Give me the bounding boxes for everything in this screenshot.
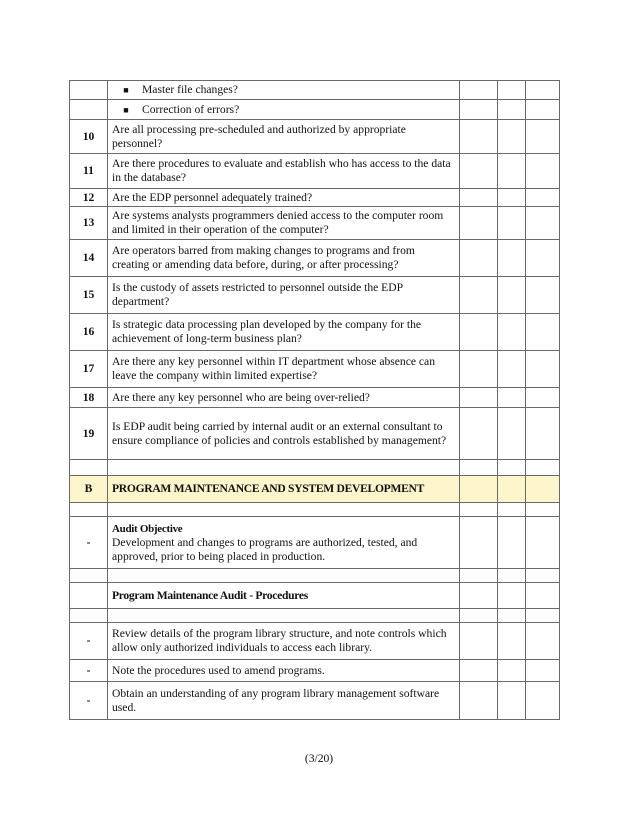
question-text: Master file changes? [142,83,238,96]
table-row [70,100,560,120]
page-number: (3/20) [304,752,334,765]
row-number: 12 [70,189,108,207]
check-cell [526,81,560,100]
table-row [70,314,560,351]
check-cell [526,154,560,189]
question-text: Are there procedures to evaluate and establish who has access to the data in the database? [108,154,460,189]
check-cell [460,81,498,100]
table-row [70,240,560,277]
check-cell [460,277,498,314]
check-cell [460,100,498,120]
check-cell [460,351,498,388]
table-row [70,408,560,460]
row-number: 16 [70,314,108,351]
check-cell [526,207,560,240]
table-row [70,154,560,189]
table-row [70,351,560,388]
table-row [70,189,560,207]
row-dash: - [70,682,108,720]
table-row [70,120,560,154]
check-cell [498,120,526,154]
spacer-row [70,460,560,476]
row-dash: - [70,623,108,660]
check-cell [460,314,498,351]
procedure-row [70,660,560,682]
question-text: Correction of errors? [142,102,240,116]
check-cell [498,189,526,207]
check-cell [498,100,526,120]
check-cell [498,207,526,240]
table-row [70,81,560,100]
bullet-icon: ■ [123,104,129,115]
check-cell [526,351,560,388]
procedures-heading: Program Maintenance Audit - Procedures [108,583,460,609]
section-number: B [70,476,108,503]
procedures-heading-row [70,583,560,609]
row-number [70,81,108,100]
spacer-row [70,609,560,623]
check-cell [498,240,526,277]
question-text: Are systems analysts programmers denied access to the computer room and limited in their operation of the computer? [108,207,460,240]
question-text: Are operators barred from making changes to programs and from creating or amending data before, during, or after processing? [108,240,460,277]
check-cell [498,351,526,388]
check-cell [526,408,560,460]
row-number: 15 [70,277,108,314]
question-cell [108,100,460,120]
row-number: 10 [70,120,108,154]
row-number: 11 [70,154,108,189]
question-text: Is the custody of assets restricted to personnel outside the EDP department? [108,277,460,314]
check-cell [498,277,526,314]
spacer-row [70,569,560,583]
check-cell [526,120,560,154]
procedure-row [70,682,560,720]
section-header-row [70,476,560,503]
table-row [70,207,560,240]
check-cell [460,207,498,240]
check-cell [526,314,560,351]
procedure-text: Note the procedures used to amend programs. [108,660,460,682]
table-row [70,388,560,408]
question-cell [108,81,460,100]
check-cell [460,240,498,277]
check-cell [460,120,498,154]
check-cell [526,277,560,314]
question-text: Are the EDP personnel adequately trained? [108,189,460,207]
check-cell [498,314,526,351]
row-dash: - [70,660,108,682]
check-cell [460,388,498,408]
check-cell [498,154,526,189]
audit-checklist-table [69,80,560,720]
row-number: 19 [70,408,108,460]
question-text: Is strategic data processing plan developed by the company for the achievement of long-term business plan? [108,314,460,351]
row-number: 14 [70,240,108,277]
section-title: PROGRAM MAINTENANCE AND SYSTEM DEVELOPMENT [108,476,460,503]
check-cell [498,388,526,408]
question-text: Are there any key personnel who are being over-relied? [108,388,460,408]
check-cell [526,100,560,120]
procedure-text: Obtain an understanding of any program library management software used. [108,682,460,720]
question-text: Are there any key personnel within IT department whose absence can leave the company within limited expertise? [108,351,460,388]
row-number: 13 [70,207,108,240]
row-number: 18 [70,388,108,408]
spacer-row [70,503,560,517]
row-number [70,100,108,120]
audit-objective-cell [108,517,460,569]
check-cell [460,154,498,189]
check-cell [498,81,526,100]
check-cell [526,240,560,277]
check-cell [526,388,560,408]
procedure-row [70,623,560,660]
audit-objective-text: Development and changes to programs are authorized, tested, and approved, prior to being placed in production. [112,535,418,563]
table-row [70,277,560,314]
check-cell [460,408,498,460]
row-dash: - [70,517,108,569]
audit-objective-heading: Audit Objective [112,522,183,535]
row-number: 17 [70,351,108,388]
check-cell [526,189,560,207]
check-cell [498,408,526,460]
check-cell [460,189,498,207]
question-text: Is EDP audit being carried by internal audit or an external consultant to ensure compliance of policies and controls established by management? [108,408,460,460]
audit-objective-row [70,517,560,569]
question-text: Are all processing pre-scheduled and authorized by appropriate personnel? [108,120,460,154]
bullet-icon: ■ [123,85,129,95]
procedure-text: Review details of the program library structure, and note controls which allow only authorized individuals to access each library. [108,623,460,660]
